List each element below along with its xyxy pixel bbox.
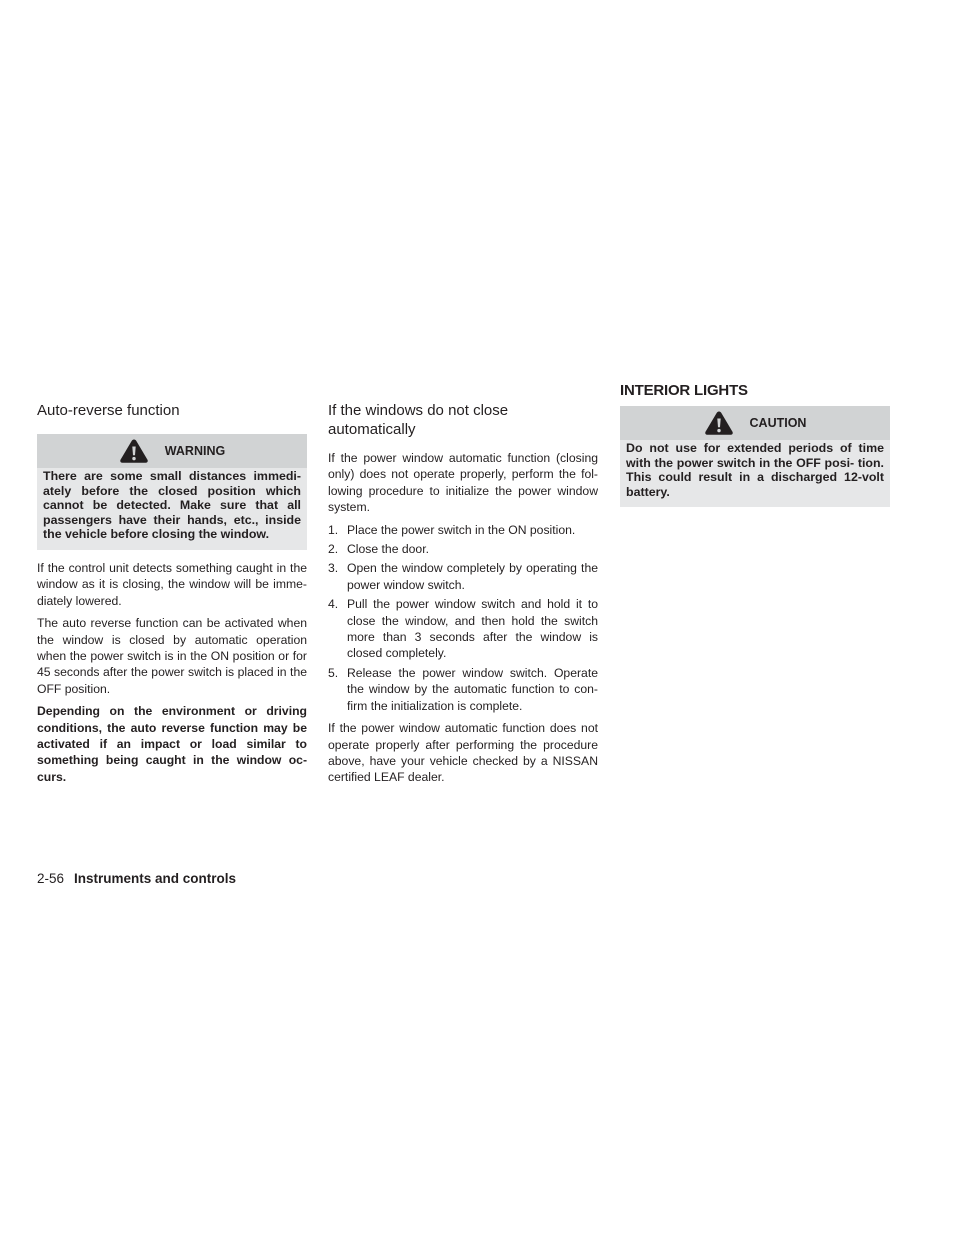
paragraph: The auto reverse function can be activated when the window is closed by automatic operation when the power switch is in the ON position or for 45 seconds after the power switch is placed in the OFF position.	[37, 616, 307, 696]
page-number: 2-56	[37, 871, 65, 886]
warning-triangle-icon	[119, 438, 149, 464]
caution-box	[620, 406, 890, 507]
column-auto-reverse	[37, 401, 307, 791]
list-item: 3. Open the window completely by operating the power window switch.	[328, 561, 598, 592]
column-windows-do-not-close	[328, 401, 598, 792]
list-item: 4. Pull the power window switch and hold it to close the window, and then hold the switch more than 3 seconds after the window is closed completely.	[328, 597, 598, 661]
heading-auto-reverse: Auto-reverse function	[37, 402, 180, 419]
list-item: 1. Place the power switch in the ON position.	[328, 522, 576, 537]
warning-triangle-icon	[704, 410, 734, 436]
column-interior-lights	[620, 381, 890, 517]
warning-box-header	[37, 434, 307, 468]
list-item: 2. Close the door.	[328, 542, 429, 557]
heading-windows-do-not-close: If the windows do not close automatically	[328, 402, 509, 438]
list-item: 5. Release the power window switch. Operate the window by the automatic function to con- firm the initialization is complete.	[328, 665, 598, 713]
caution-box-header	[620, 406, 890, 440]
caution-text: Do not use for extended periods of time with the power switch in the OFF posi- tion. This could result in a discharged 12-volt battery.	[626, 441, 884, 499]
procedure-steps	[328, 522, 598, 714]
caution-label: CAUTION	[749, 416, 807, 430]
warning-box	[37, 434, 307, 550]
paragraph: If the power window automatic function (closing only) does not operate properly, perform the fol- lowing procedure to initialize the power window system.	[328, 451, 598, 515]
warning-text: There are some small distances immedi- ately before the closed position which cannot be detected. Make sure that all passengers have their hands, etc., inside the vehicle before closing the window.	[43, 469, 301, 542]
warning-label: WARNING	[164, 444, 226, 458]
section-title: Instruments and controls	[74, 871, 237, 886]
page-footer	[37, 871, 236, 886]
heading-interior-lights: INTERIOR LIGHTS	[620, 382, 748, 399]
paragraph: If the power window automatic function does not operate properly after performing the procedure above, have your vehicle checked by a NISSAN certified LEAF dealer.	[328, 721, 598, 785]
paragraph: If the control unit detects something caught in the window as it is closing, the window will be imme- diately lowered.	[37, 560, 307, 608]
bold-note: Depending on the environment or driving conditions, the auto reverse function may be activated if an impact or load similar to something being caught in the window oc- curs.	[37, 704, 307, 784]
